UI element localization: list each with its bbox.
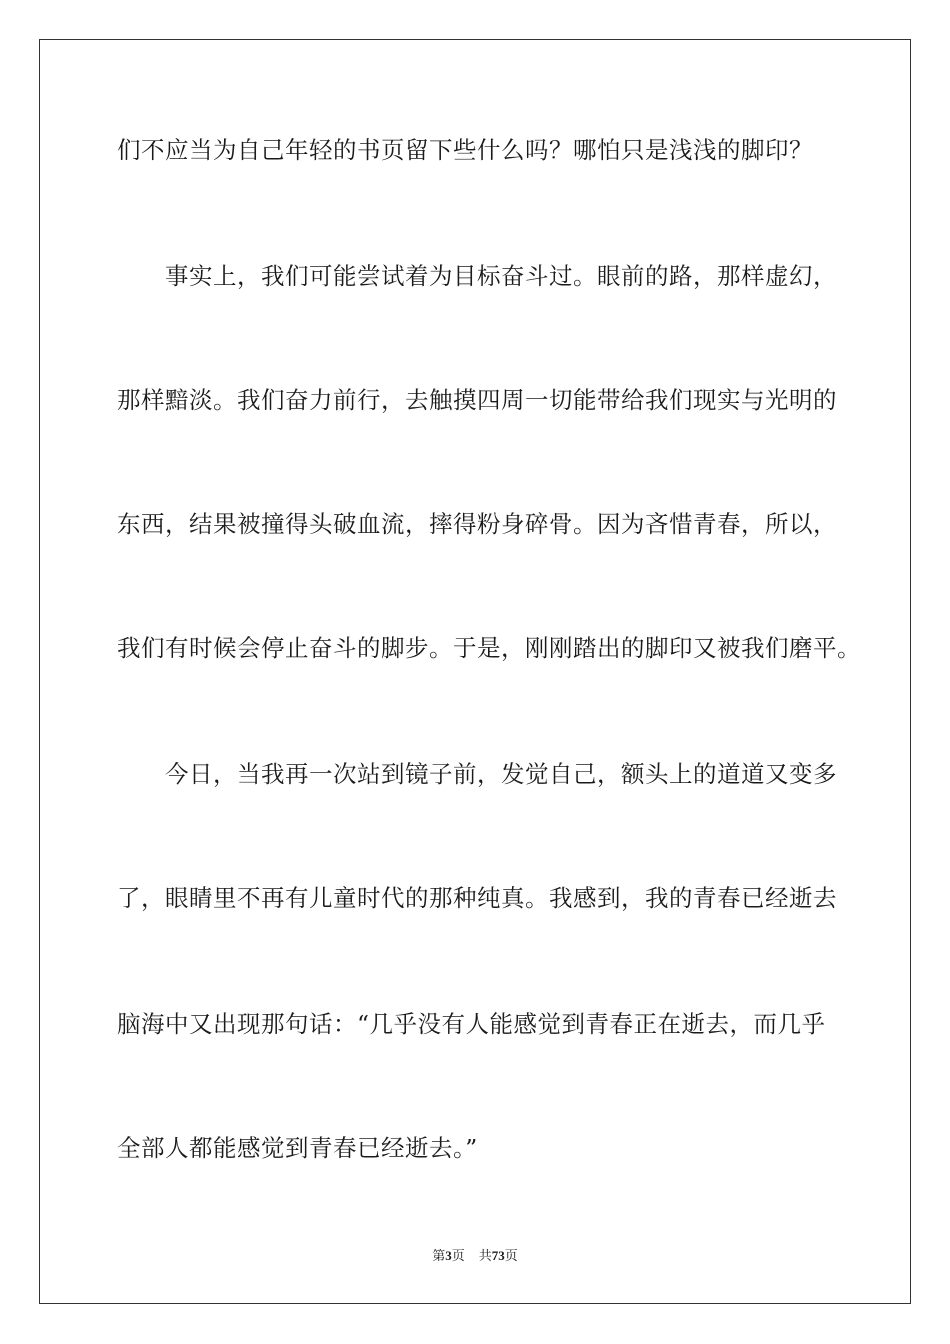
page-number: 3 [445, 1248, 452, 1263]
text-line-1: 们不应当为自己年轻的书页留下些什么吗？哪怕只是浅浅的脚印？ [117, 136, 813, 164]
text-line-7: 了，眼睛里不再有儿童时代的那种纯真。我感到，我的青春已经逝去 [117, 884, 837, 912]
page-suffix: 页 [451, 1249, 465, 1264]
total-suffix: 页 [504, 1249, 518, 1264]
text-line-4: 东西，结果被撞得头破血流，摔得粉身碎骨。因为吝惜青春，所以， [117, 510, 837, 538]
total-prefix: 共 [478, 1249, 492, 1264]
text-line-8: 脑海中又出现那句话：“几乎没有人能感觉到青春正在逝去，而几乎 [117, 1010, 826, 1038]
text-line-9: 全部人都能感觉到青春已经逝去。” [117, 1134, 478, 1162]
page-border [39, 39, 911, 1304]
text-line-3: 那样黯淡。我们奋力前行，去触摸四周一切能带给我们现实与光明的 [117, 386, 837, 414]
page-prefix: 第 [432, 1249, 446, 1264]
text-line-6: 今日，当我再一次站到镜子前，发觉自己，额头上的道道又变多 [165, 760, 837, 788]
page-footer [0, 1247, 950, 1266]
text-line-5: 我们有时候会停止奋斗的脚步。于是，刚刚踏出的脚印又被我们磨平。 [117, 634, 861, 662]
text-line-2: 事实上，我们可能尝试着为目标奋斗过。眼前的路，那样虚幻， [165, 262, 837, 290]
total-pages: 73 [491, 1248, 505, 1263]
